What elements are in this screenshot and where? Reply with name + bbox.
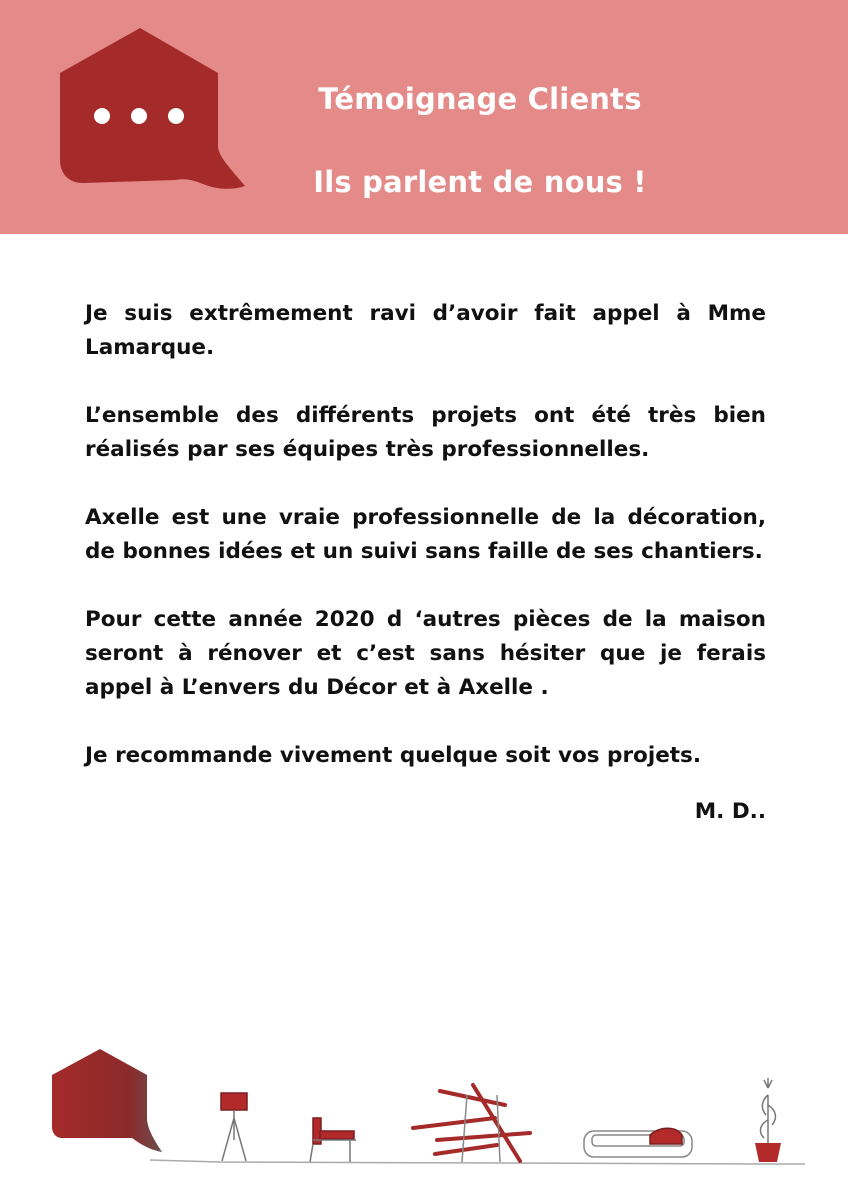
armchair-icon [310,1118,356,1162]
sofa-icon [584,1128,692,1157]
header-banner [0,0,848,234]
testimonial-paragraph: Axelle est une vraie professionnelle de la décoration, de bonnes idées et un suivi sans faille de ses chantiers. [85,505,766,564]
house-speech-bubble-icon [55,28,250,200]
recommendation-text: Je recommande vivement quelque soit vos projets. [85,743,702,768]
floor-lamp-icon [221,1093,247,1161]
testimonial-body [85,297,766,829]
house-speech-bubble-icon [52,1049,162,1152]
potted-plant-icon [755,1078,781,1162]
page-subtitle: Ils parlent de nous ! [313,165,647,199]
page-title: Témoignage Clients [318,82,642,116]
testimonial-paragraph: Pour cette année 2020 d ‘autres pièces de la maison seront à rénover et c’est sans hésiter que je ferais appel à L’envers du Décor et à Axelle . [85,607,766,700]
wooden-planks-icon [413,1085,530,1161]
signature: M. D.. [694,799,766,824]
testimonial-paragraph: L’ensemble des différents projets ont été très bien réalisés par ses équipes très professionnelles. [85,403,766,462]
floor-line [150,1160,805,1164]
wooden-planks-frame [462,1095,500,1162]
footer-illustration [0,1040,848,1180]
testimonial-paragraph: Je suis extrêmement ravi d’avoir fait appel à Mme Lamarque. [85,301,766,360]
